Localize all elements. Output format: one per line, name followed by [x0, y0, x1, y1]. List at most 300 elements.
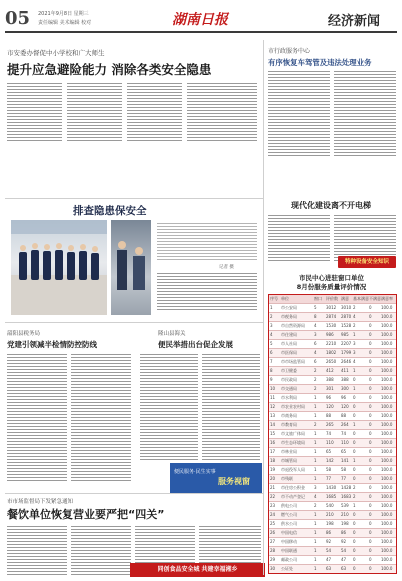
table-cell: 21 [270, 485, 276, 490]
table-cell: 中国联通 [281, 548, 297, 553]
table-cell: 0 [353, 539, 356, 544]
table-cell: 市人社局 [281, 341, 297, 346]
table-row [269, 565, 396, 574]
table-cell: 265 [326, 422, 334, 427]
table-cell: 0 [369, 503, 372, 508]
table-cell: 2870 [341, 314, 352, 319]
table-cell: 0 [353, 377, 356, 382]
bottom-article-body-col2 [71, 525, 131, 575]
table-cell: 市医保局 [281, 350, 297, 355]
table-cell: 77 [326, 476, 332, 481]
table-cell: 20 [270, 476, 276, 481]
top-right-body-col1 [268, 70, 330, 156]
table-row [269, 448, 396, 457]
table-header-row [269, 295, 396, 304]
table-cell: 88 [326, 413, 332, 418]
table-cell: 2650 [326, 359, 337, 364]
table-cell: 邮政公司 [281, 557, 297, 562]
table-cell: 100.0 [381, 368, 393, 373]
table-cell: 3 [353, 341, 356, 346]
table-cell: 412 [326, 368, 334, 373]
table-cell: 市林业局 [281, 449, 297, 454]
table-cell: 3 [314, 485, 317, 490]
table-cell: 中国移动 [281, 539, 297, 544]
table-cell: 16 [270, 440, 276, 445]
table-cell: 0 [353, 548, 356, 553]
table-cell: 1 [314, 476, 317, 481]
column-divider [263, 40, 264, 575]
table-cell: 100.0 [381, 395, 393, 400]
table-cell: 28 [270, 548, 276, 553]
table-cell: 1799 [341, 350, 352, 355]
table-cell: 供水公司 [281, 521, 297, 526]
table-cell: 100.0 [381, 521, 393, 526]
table-cell: 100.0 [381, 359, 393, 364]
table-cell: 7 [270, 359, 273, 364]
table-cell: 1 [314, 395, 317, 400]
table-cell: 100.0 [381, 386, 393, 391]
table-cell: 100.0 [381, 512, 393, 517]
table-cell: 2 [353, 323, 356, 328]
table-cell: 市住房公积金 [281, 485, 305, 490]
table-cell: 5 [314, 305, 317, 310]
table-cell: 5 [270, 341, 273, 346]
table-cell: 1 [314, 449, 317, 454]
table-cell: 0 [369, 341, 372, 346]
table-row [269, 340, 396, 349]
table-cell: 0 [353, 557, 356, 562]
table-cell: 市自然资源局 [281, 323, 305, 328]
table-cell: 23 [270, 503, 276, 508]
table-cell: 0 [369, 449, 372, 454]
table-cell: 0 [369, 557, 372, 562]
table-cell: 2207 [341, 341, 352, 346]
people-lineup-illustration [11, 220, 107, 315]
table-cell: 1430 [326, 485, 337, 490]
table-cell: 74 [341, 431, 347, 436]
table-row [269, 313, 396, 322]
table-cell: 市税务局 [281, 314, 297, 319]
col-header: 满意 [341, 296, 349, 301]
table-row [269, 475, 396, 484]
col-header: 序号 [270, 296, 278, 301]
section-divider [5, 198, 263, 199]
table-cell: 6 [314, 341, 317, 346]
table-cell: 1 [314, 548, 317, 553]
table-cell: 0 [369, 440, 372, 445]
table-cell: 0 [369, 377, 372, 382]
table-row [269, 493, 396, 502]
table-cell: 1 [353, 368, 356, 373]
table-cell: 1530 [326, 323, 337, 328]
table-cell: 0 [353, 395, 356, 400]
table-cell: 2210 [326, 341, 337, 346]
table-cell: 65 [326, 449, 332, 454]
table-row [269, 556, 396, 565]
top-right-headline: 有序恢复车驾管及违法处理业务 [268, 58, 372, 67]
photo-feature-caption: 排查隐患保安全 [73, 205, 147, 217]
bottom-left-kicker: 韶阳县税务局 [7, 331, 41, 337]
table-cell: 110 [341, 440, 349, 445]
service-table [268, 294, 397, 574]
table-cell: 市城管局 [281, 458, 297, 463]
table-cell: 88 [341, 413, 347, 418]
table-cell: 0 [369, 368, 372, 373]
table-cell: 0 [369, 413, 372, 418]
table-cell: 0 [369, 350, 372, 355]
table-cell: 1 [270, 305, 273, 310]
table-cell: 0 [369, 332, 372, 337]
table-cell: 8 [270, 368, 273, 373]
mid-right-body-col1 [268, 214, 330, 262]
table-cell: 0 [369, 323, 372, 328]
table-cell: 12 [270, 404, 276, 409]
table-cell: 6 [270, 350, 273, 355]
table-cell: 58 [341, 467, 347, 472]
top-right-body-col2 [334, 70, 396, 156]
table-title-line1: 市民中心进驻窗口单位 [299, 274, 364, 282]
table-row [269, 439, 396, 448]
table-cell: 1 [353, 458, 356, 463]
table-row [269, 349, 396, 358]
table-cell: 燃气公司 [281, 512, 297, 517]
footer-banner-text: 同创食品安全城 共建幸福湘乡 [157, 566, 238, 573]
table-row [269, 367, 396, 376]
table-cell: 100.0 [381, 566, 393, 571]
table-row [269, 511, 396, 520]
secondary-photo [111, 220, 151, 315]
table-cell: 141 [341, 458, 349, 463]
table-cell: 0 [369, 359, 372, 364]
bottom-mid-headline: 便民举措出台促企发展 [158, 340, 233, 349]
ad-banner [338, 256, 396, 268]
table-cell: 100.0 [381, 530, 393, 535]
section-divider [5, 322, 263, 323]
table-cell: 1 [353, 422, 356, 427]
table-cell: 54 [341, 548, 347, 553]
table-cell: 0 [369, 539, 372, 544]
col-header: 评价数 [326, 296, 338, 301]
table-cell: 市交通局 [281, 386, 297, 391]
table-cell: 市文旅广体局 [281, 431, 305, 436]
table-cell: 2 [353, 485, 356, 490]
table-row [269, 304, 396, 313]
table-cell: 3010 [341, 305, 352, 310]
table-cell: 110 [326, 440, 334, 445]
table-cell: 198 [341, 521, 349, 526]
table-cell: 0 [369, 386, 372, 391]
table-cell: 0 [353, 566, 356, 571]
table-cell: 0 [369, 431, 372, 436]
paper-logo: 湖南日报 [172, 12, 228, 28]
table-cell: 公证处 [281, 566, 293, 571]
table-cell: 65 [341, 449, 347, 454]
table-cell: 0 [369, 404, 372, 409]
table-cell: 100.0 [381, 422, 393, 427]
table-cell: 264 [341, 422, 349, 427]
table-cell: 1 [353, 503, 356, 508]
table-row [269, 403, 396, 412]
photo-side-body [157, 272, 257, 312]
table-cell: 市生态环境局 [281, 440, 305, 445]
table-row [269, 466, 396, 475]
table-cell: 市卫健委 [281, 368, 297, 373]
masthead [0, 0, 402, 42]
table-row [269, 502, 396, 511]
table-cell: 1 [353, 386, 356, 391]
col-header: 基本满意 [353, 296, 369, 301]
table-cell: 22 [270, 494, 276, 499]
table-cell: 539 [341, 503, 349, 508]
table-cell: 3 [270, 323, 273, 328]
top-article-body-col4 [187, 82, 257, 142]
bottom-mid-article [138, 325, 263, 485]
top-article-body-col3 [127, 82, 182, 142]
table-cell: 100.0 [381, 332, 393, 337]
table-cell: 100.0 [381, 341, 393, 346]
table-cell: 0 [369, 530, 372, 535]
table-cell: 47 [341, 557, 347, 562]
mid-right-headline: 现代化建设离不开电梯 [291, 201, 371, 210]
bottom-left-headline: 党建引领减半检情防控防线 [7, 340, 97, 349]
table-row [269, 538, 396, 547]
table-cell: 2 [314, 377, 317, 382]
table-cell: 388 [326, 377, 334, 382]
table-cell: 1 [314, 458, 317, 463]
editor-line: 责任编辑 美术编辑 校对 [38, 20, 92, 26]
table-cell: 77 [341, 476, 347, 481]
table-cell: 4 [270, 332, 273, 337]
table-cell: 0 [369, 458, 372, 463]
col-header: 窗口 [314, 296, 322, 301]
table-cell: 411 [341, 368, 349, 373]
section-divider [5, 493, 263, 494]
table-cell: 96 [341, 395, 347, 400]
footer-banner [130, 563, 265, 577]
table-cell: 0 [369, 422, 372, 427]
table-cell: 301 [326, 386, 334, 391]
bottom-mid-body-col1 [140, 353, 198, 461]
table-cell: 0 [353, 467, 356, 472]
table-cell: 0 [353, 476, 356, 481]
table-cell: 1 [314, 440, 317, 445]
top-article [5, 40, 260, 200]
table-cell: 11 [270, 395, 276, 400]
table-row [269, 376, 396, 385]
table-row [269, 412, 396, 421]
table-cell: 1528 [341, 323, 352, 328]
table-cell: 2 [314, 503, 317, 508]
table-cell: 986 [326, 332, 334, 337]
bottom-left-body-col1 [7, 353, 67, 481]
table-cell: 供电公司 [281, 503, 297, 508]
table-cell: 100.0 [381, 458, 393, 463]
table-row [269, 394, 396, 403]
table-cell: 0 [353, 512, 356, 517]
table-cell: 100.0 [381, 485, 393, 490]
table-cell: 8 [314, 314, 317, 319]
table-cell: 388 [341, 377, 349, 382]
table-cell: 100.0 [381, 413, 393, 418]
table-cell: 540 [326, 503, 334, 508]
table-cell: 1 [314, 431, 317, 436]
table-row [269, 430, 396, 439]
table-cell: 100.0 [381, 377, 393, 382]
table-cell: 0 [353, 449, 356, 454]
table-cell: 1 [353, 332, 356, 337]
section-title: 经济新闻 [328, 14, 381, 29]
table-cell: 26 [270, 530, 276, 535]
page-number: 05 [5, 8, 31, 29]
table-cell: 0 [369, 305, 372, 310]
table-cell: 30 [270, 566, 276, 571]
photo-feature [5, 200, 260, 320]
table-cell: 92 [341, 539, 347, 544]
table-cell: 市商务局 [281, 413, 297, 418]
table-row [269, 385, 396, 394]
bottom-left-body-col2 [71, 353, 131, 481]
table-row [269, 322, 396, 331]
table-cell: 9 [270, 377, 273, 382]
col-header: 单位 [281, 296, 289, 301]
table-cell: 100.0 [381, 314, 393, 319]
ad-banner-text: 特种设备安全知识 [344, 259, 389, 265]
table-cell: 市住建局 [281, 332, 297, 337]
table-cell: 2874 [326, 314, 337, 319]
table-cell: 1 [314, 530, 317, 535]
table-cell: 0 [369, 548, 372, 553]
table-row [269, 358, 396, 367]
table-cell: 142 [326, 458, 334, 463]
table-cell: 100.0 [381, 539, 393, 544]
photo-credit: 记者 摄 [219, 265, 234, 270]
table-cell: 0 [353, 440, 356, 445]
table-cell: 27 [270, 539, 276, 544]
table-cell: 1 [314, 512, 317, 517]
table-cell: 10 [270, 386, 276, 391]
table-body [269, 304, 396, 573]
inspection-scene-illustration [111, 220, 151, 315]
table-cell: 47 [326, 557, 332, 562]
table-cell: 100.0 [381, 467, 393, 472]
col-header: 不满意 [369, 296, 381, 301]
table-cell: 0 [369, 521, 372, 526]
bottom-mid-body-col2 [202, 353, 260, 461]
promo-line1: 便民服务·民生实事 [174, 469, 216, 475]
table-cell: 100.0 [381, 431, 393, 436]
table-cell: 100.0 [381, 557, 393, 562]
table-row [269, 421, 396, 430]
table-cell: 86 [341, 530, 347, 535]
table-cell: 0 [353, 413, 356, 418]
top-right-article [266, 40, 397, 160]
bottom-article-kicker: 市市场监督局下发紧急通知 [7, 499, 74, 505]
table-cell: 100.0 [381, 350, 393, 355]
table-cell: 100.0 [381, 305, 393, 310]
col-header: 满意率 [381, 296, 393, 301]
table-cell: 2 [314, 368, 317, 373]
table-cell: 0 [369, 476, 372, 481]
table-cell: 0 [369, 485, 372, 490]
table-cell: 中国电信 [281, 530, 297, 535]
table-cell: 100.0 [381, 449, 393, 454]
service-table-section [266, 270, 397, 575]
table-cell: 19 [270, 467, 276, 472]
table-row [269, 331, 396, 340]
table-cell: 2 [314, 386, 317, 391]
table-cell: 985 [341, 332, 349, 337]
table-cell: 市民政局 [281, 377, 297, 382]
table-cell: 300 [341, 386, 349, 391]
table-cell: 1683 [341, 494, 352, 499]
masthead-rule [5, 31, 397, 33]
table-cell: 210 [341, 512, 349, 517]
table-cell: 63 [341, 566, 347, 571]
top-right-kicker: 市行政服务中心 [268, 48, 311, 55]
table-cell: 2 [353, 494, 356, 499]
bottom-mid-kicker: 隆山县海关 [158, 331, 186, 337]
table-row [269, 520, 396, 529]
table-cell: 198 [326, 521, 334, 526]
table-cell: 4 [314, 350, 317, 355]
table-cell: 1802 [326, 350, 337, 355]
table-cell: 0 [353, 521, 356, 526]
table-cell: 0 [369, 566, 372, 571]
table-cell: 3 [353, 350, 356, 355]
table-cell: 市退役军人局 [281, 467, 305, 472]
table-cell: 1 [314, 467, 317, 472]
promo-box [170, 463, 262, 493]
table-cell: 市农业农村局 [281, 404, 305, 409]
table-cell: 18 [270, 458, 276, 463]
table-cell: 100.0 [381, 323, 393, 328]
table-row [269, 484, 396, 493]
main-photo [11, 220, 107, 315]
table-row [269, 547, 396, 556]
table-cell: 96 [326, 395, 332, 400]
table-cell: 市教育局 [281, 422, 297, 427]
table-title-line2: 8月份服务质量评价情况 [296, 283, 367, 291]
table-cell: 1685 [326, 494, 337, 499]
table-cell: 0 [353, 530, 356, 535]
table-cell: 0 [369, 494, 372, 499]
table-cell: 0 [353, 404, 356, 409]
mid-right-body-col2 [334, 214, 396, 262]
table-cell: 4 [353, 359, 356, 364]
table-cell: 29 [270, 557, 276, 562]
table-cell: 13 [270, 413, 276, 418]
table-cell: 1 [314, 557, 317, 562]
table-cell: 100.0 [381, 476, 393, 481]
table-cell: 0 [353, 431, 356, 436]
top-article-headline: 提升应急避险能力 消除各类安全隐患 [7, 62, 212, 77]
bottom-article-body-col1 [7, 525, 67, 575]
table-cell: 15 [270, 431, 276, 436]
table-cell: 14 [270, 422, 276, 427]
table-cell: 0 [369, 512, 372, 517]
table-cell: 市不动产登记 [281, 494, 305, 499]
table-row [269, 529, 396, 538]
table-cell: 市水利局 [281, 395, 297, 400]
table-cell: 100.0 [381, 548, 393, 553]
table-cell: 86 [326, 530, 332, 535]
table-cell: 1428 [341, 485, 352, 490]
mid-right-article [266, 160, 397, 266]
table-row [269, 457, 396, 466]
top-article-body-col2 [67, 82, 122, 142]
table-cell: 1 [314, 521, 317, 526]
table-cell: 25 [270, 521, 276, 526]
